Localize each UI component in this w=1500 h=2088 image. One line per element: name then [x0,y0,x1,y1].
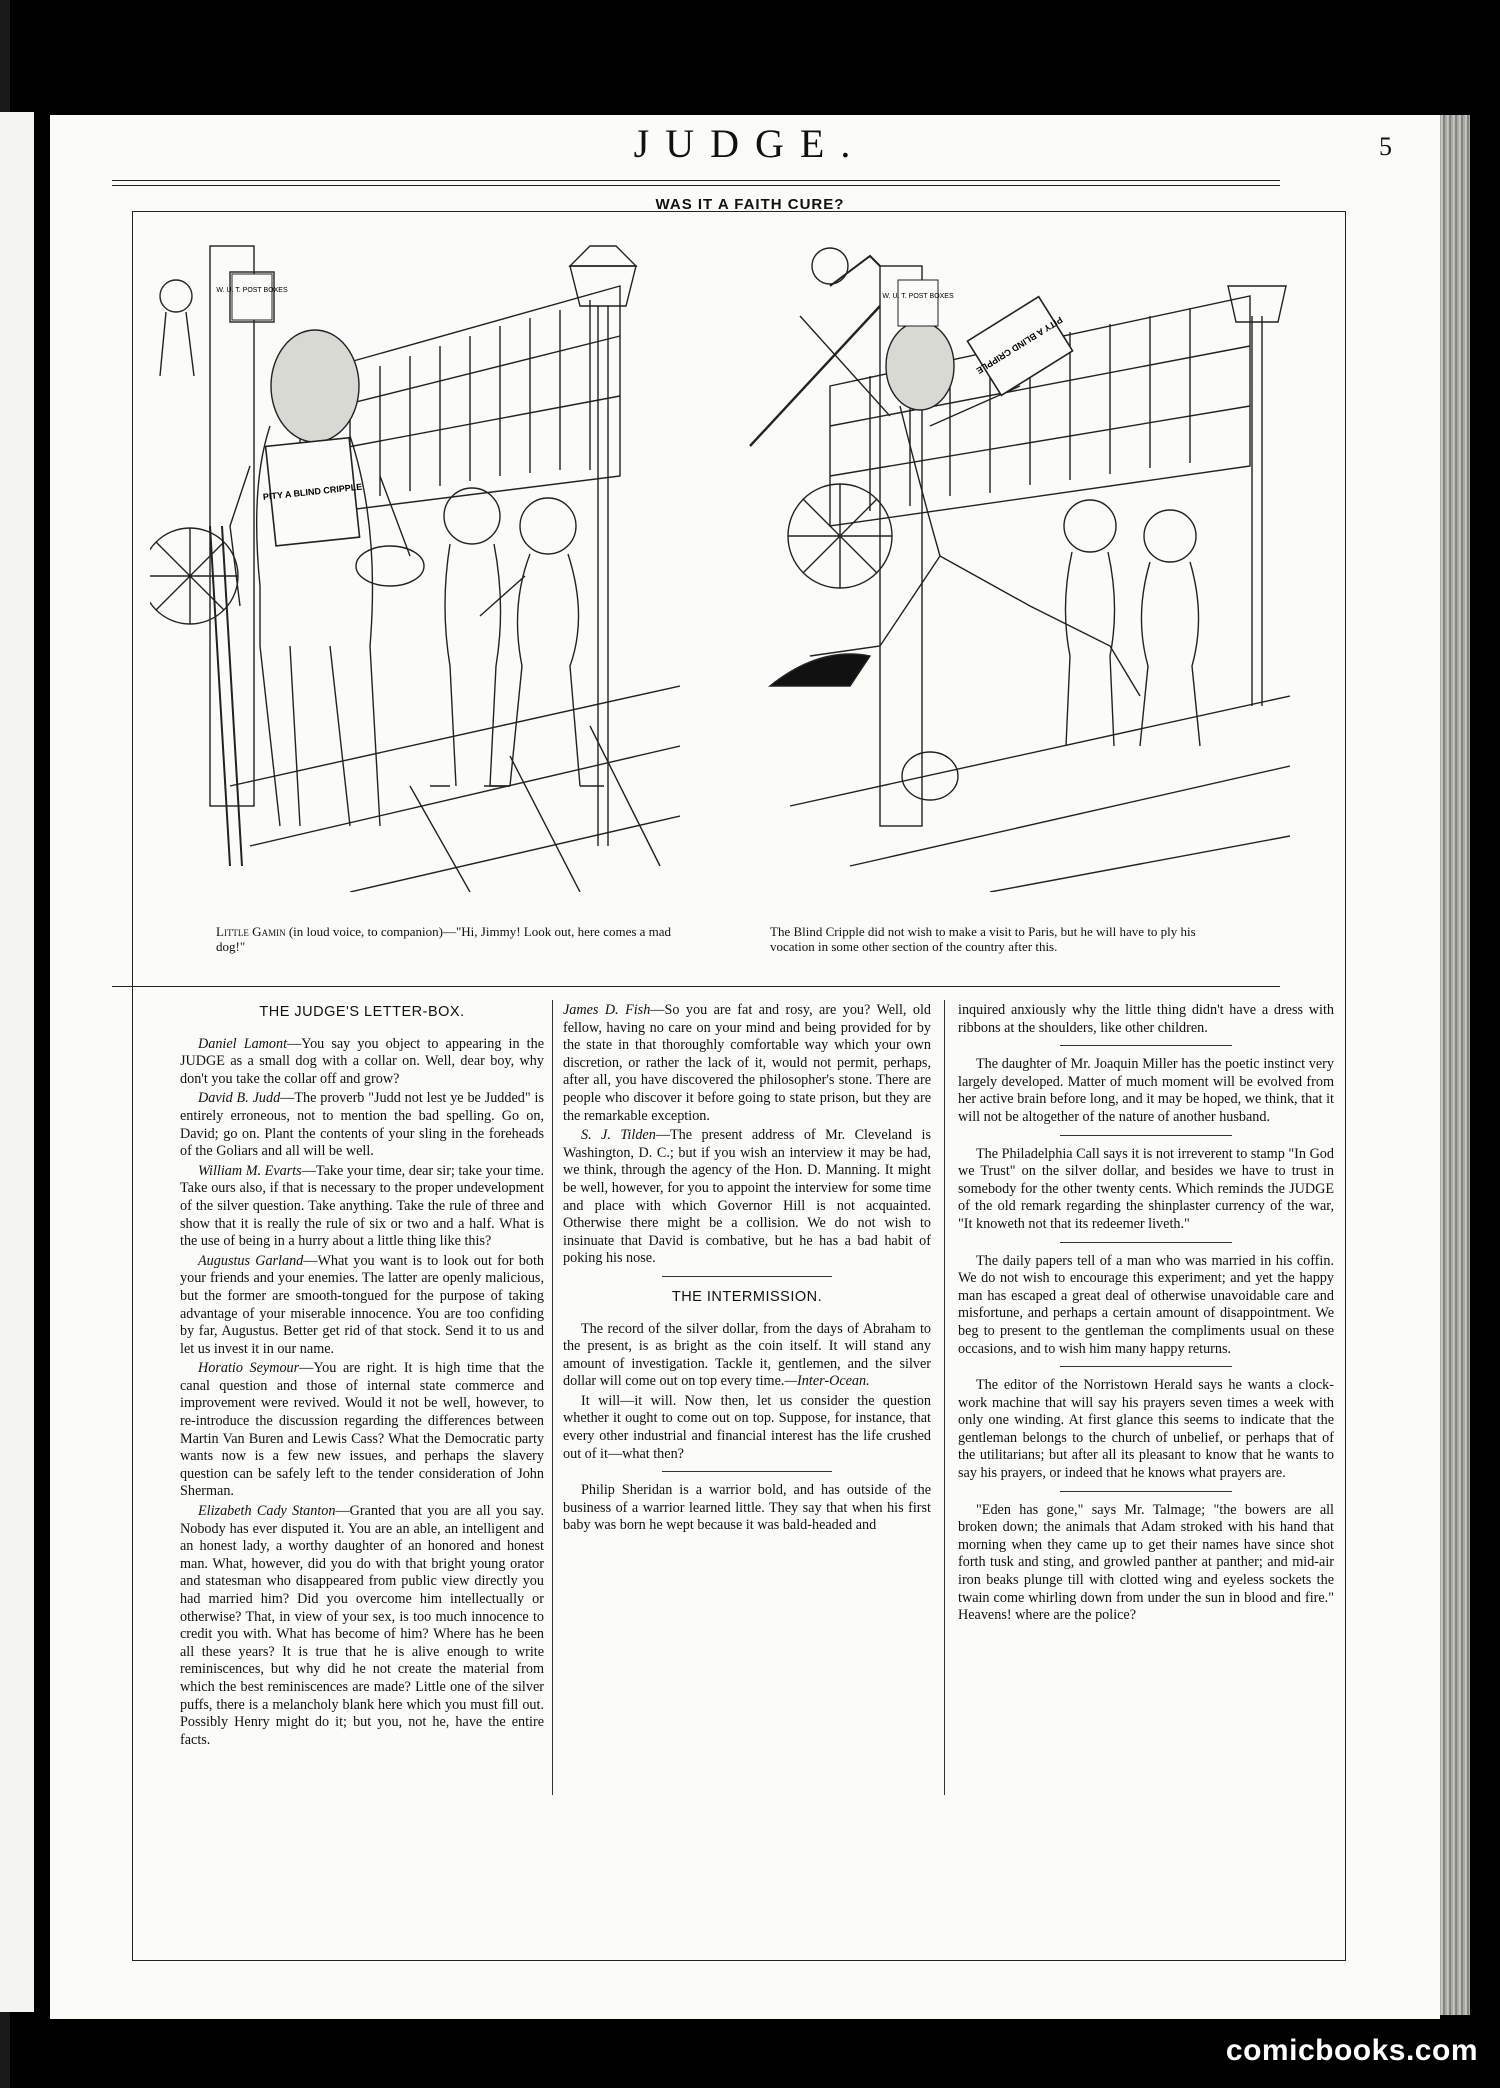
cartoon-panel-right [730,226,1290,892]
caption-right: The Blind Cripple did not wish to make a visit to Paris, but he will have to ply his vocation in some other section of the country after this. [770,924,1196,954]
paragraph: Philip Sheridan is a warrior bold, and has outside of the business of a warrior learned little. They say that when his first baby was born he wept because it was bald-headed and [563,1482,931,1534]
caption-left [216,924,686,954]
paragraph: The daughter of Mr. Joaquin Miller has the poetic instinct very largely developed. Matter of much moment will be evolved from her active brain before long, and it may be hoped, we think, that it will not be altogether of the nature of another husband. [958,1056,1334,1125]
header-rule [112,180,1280,181]
section-rule [112,986,1280,987]
cartoon-illustration-right [730,226,1290,892]
column-1 [180,1000,544,1751]
header-rule-thin [112,185,1280,186]
letter-box-heading: THE JUDGE'S LETTER-BOX. [259,1004,465,1020]
column-2 [563,1002,931,1537]
book-page-edges [1440,115,1470,2015]
column-divider [552,1000,553,1795]
paragraph: "Eden has gone," says Mr. Talmage; "the bowers are all broken down; the animals that Adam stroked with his hand that morning when they came up to get their names have since shot forth tusk and sting, and growled panther at panther; and mid-air iron beaks plunge till with clotted wing and eyeless sockets the twain come whirling down from under the sun in blood and fire." Heavens! where are the police? [958,1501,1334,1624]
letter-entry: Elizabeth Cady Stanton—Granted that you are all you say. Nobody has ever disputed it. You are an able, an intelligent and an honest lady, a worthy daughter of an honored and honest man. What, however, did you do with that bright young orator and statesman who disappeared from public view directly you had married him? Did you overcome him intellectually or otherwise? That, in view of your sex, is too much innocence to credit you with. What has become of him? Where has he been all these years? It is true that he is alive enough to write reminiscences, but why did he not create the material from which the best reminiscences are made? Little one of the silver puffs, there is a melancholy blank here which you must fill out. Possibly Henry might do it; but you, not he, have the entire facts. [180,1503,544,1748]
paragraph: The record of the silver dollar, from the days of Abraham to the present, is as bright as the coin itself. It will stand any amount of investigation. Tackle it, gentlemen, and the silver dollar will come out on top every time.—Inter-Ocean. [563,1320,931,1390]
letter-entry: Horatio Seymour—You are right. It is high time that the canal question and those of internal state commerce and improvement were revived. Would it not be well, however, to re-introduce the discussion regarding the differences between Martin Van Buren and Lewis Cass? What the Democratic party wants now is a few new issues, and perhaps the slavery question can be safely left to the tender consideration of John Sherman. [180,1360,544,1500]
svg-text:PITY A BLIND CRIPPLE: PITY A BLIND CRIPPLE [262,481,363,502]
blind-cripple-placard-left [258,437,368,547]
letter-entry: Daniel Lamont—You say you object to appearing in the JUDGE as a small dog with a collar on. Well, dear boy, why don't you take the collar off and grow? [180,1035,544,1087]
column-divider [944,1000,945,1795]
caption-speaker: Little Gamin [216,924,286,939]
letter-entry: William M. Evarts—Take your time, dear sir; take your time. Take ours also, if that is necessary to the proper undevelopment of the silver question. Take anything. Take the rule of three and show that it is really the rule of six or two and a half. What is the use of being in a hurry about a little thing like this? [180,1162,544,1250]
short-rule [662,1471,831,1472]
svg-text:PITY A BLIND CRIPPLE: PITY A BLIND CRIPPLE [974,314,1065,376]
paragraph: The editor of the Norristown Herald says he wants a clock-work machine that will say his prayers seven times a week with only one winding. At first glance this seems to indicate that the gentleman belongs to the church of unbelief, or perhaps that of the utilitarians; but after all its pleasant to know that he wants to say his prayers, or indeed that he knows what prayers are. [958,1377,1334,1482]
intermission-heading: THE INTERMISSION. [671,1288,823,1305]
cartoon-title: WAS IT A FAITH CURE? [655,196,845,213]
paragraph: The daily papers tell of a man who was married in his coffin. We do not wish to encourage this experiment; and yet the happy man has escaped a great deal of otherwise unavoidable care and misfortune, and perhaps a certain amount of disappointment. We beg to present to the gentleman the compliments usual on these occasions, and to wish him many happy returns. [958,1252,1334,1357]
post-box-sign-left [216,274,288,320]
svg-text:W. U. T. POST BOXES: W. U. T. POST BOXES [882,293,954,300]
letter-entry: S. J. Tilden—The present address of Mr. Cleveland is Washington, D. C.; but if you wish an interview it may be had, we think, through the agency of the Hon. D. Manning. It might be well, however, for you to appoint the interview for some time and place with which Governor Hill is not acquainted. Otherwise there might be a collision. We do not wish to insinuate that David is combative, but he has a bad habit of poking his nose. [563,1127,931,1267]
page-number: 5 [1379,132,1392,161]
short-rule [662,1276,831,1277]
cartoon-illustration-left [150,226,680,892]
short-rule [1060,1366,1233,1367]
letter-entry: James D. Fish—So you are fat and rosy, are you? Well, old fellow, having no care on your mind and being provided for by the state in that thoroughly comfortable way which your own discretion, or rather the lack of it, would not permit, perhaps, after all, you have discovered the philosopher's stone. There are people who discover it before going to state prison, but they are the remarkable exception. [563,1002,931,1124]
post-box-sign-right [882,280,954,326]
short-rule [1060,1242,1233,1243]
caption-left-text: (in loud voice, to companion)—"Hi, Jimmy! Look out, here comes a mad dog!" [216,924,672,954]
column-3 [958,1002,1334,1625]
letter-entry: Augustus Garland—What you want is to look out for both your friends and your enemies. The latter are openly malicious, but the former are smooth-tongued for the purpose of taking advantage of your miserable innocence. You are too confiding by far, Augustus. Better get rid of that stock. Send it to us and let us invest it in our name. [180,1252,545,1357]
masthead: JUDGE. [633,121,867,166]
letter-entry: David B. Judd—The proverb "Judd not lest ye be Judded" is entirely erroneous, not to mention the bad spelling. Go on, David; go on. Plant the contents of your sling in the foreheads of the Goliars and all will be well. [180,1090,544,1160]
blind-cripple-placard-right [961,292,1079,399]
cartoon-panel-left [150,226,680,892]
short-rule [1060,1135,1233,1136]
svg-text:W. U. T. POST BOXES: W. U. T. POST BOXES [216,287,288,294]
paragraph: inquired anxiously why the little thing didn't have a dress with ribbons at the shoulders, like other children. [958,1002,1334,1036]
paragraph: The Philadelphia Call says it is not irreverent to stamp "In God we Trust" on the silver dollar, and besides we have to trust in somebody for the other twenty cents. Which reminds the JUDGE of the old remark regarding the shinplaster currency of the war, "It knoweth not that its redeemer liveth." [958,1145,1334,1232]
short-rule [1060,1491,1233,1492]
watermark: comicbooks.com [1225,2034,1478,2067]
short-rule [1060,1045,1233,1046]
facing-page-edge [0,112,34,2012]
paragraph: It will—it will. Now then, let us consider the question whether it ought to come out on top. Suppose, for instance, that every other industrial and financial interest has the life crushed out of it—what then? [563,1392,931,1462]
